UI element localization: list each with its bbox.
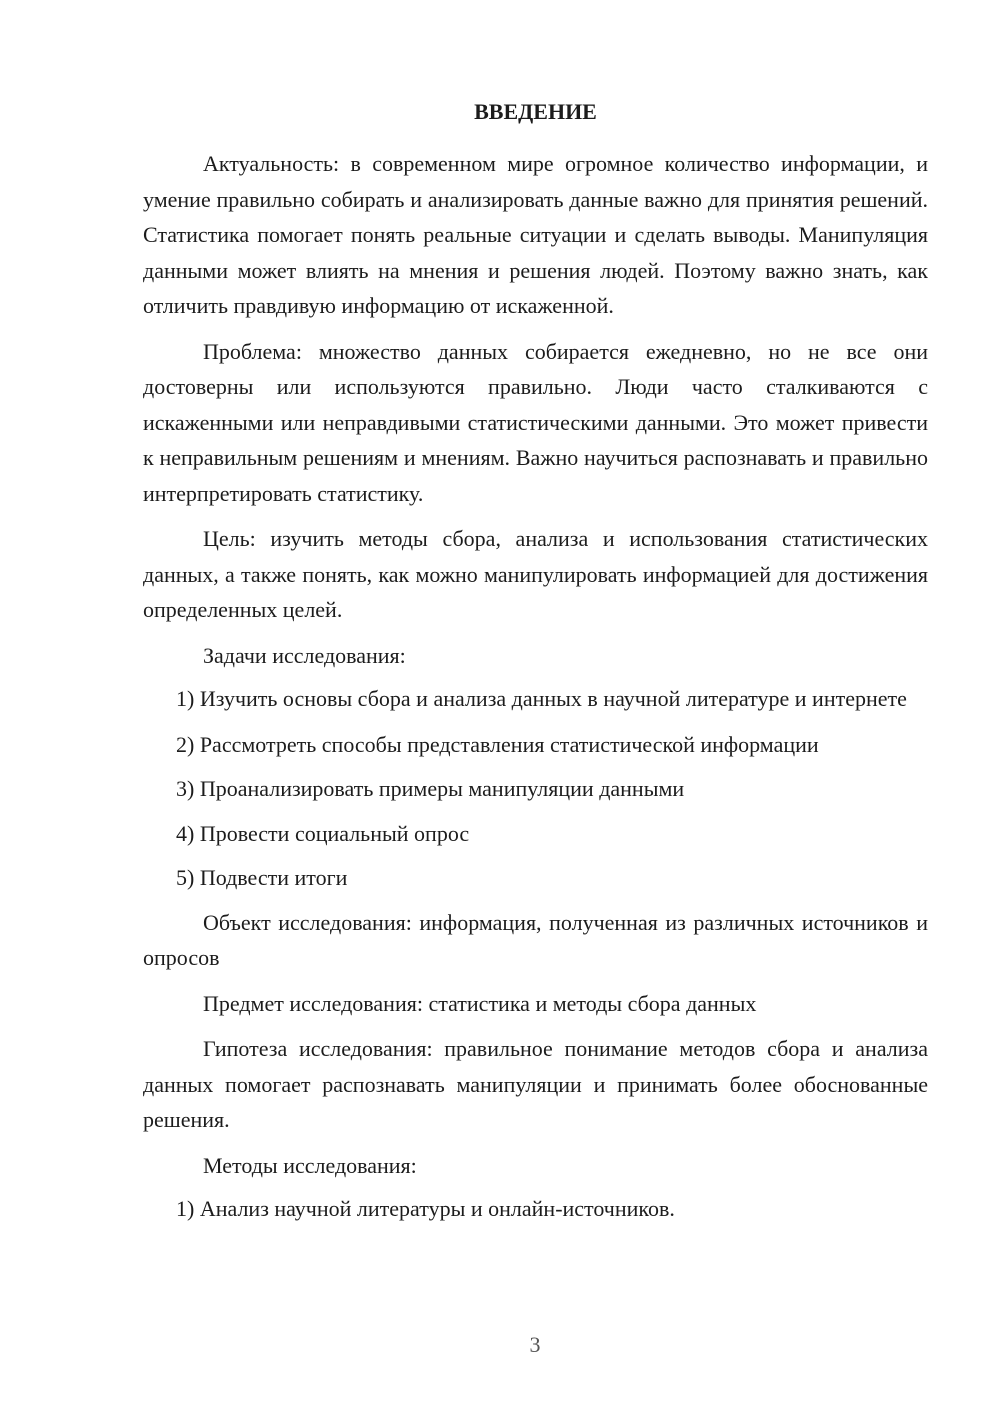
paragraph-subject: Предмет исследования: статистика и методы сбора данных (203, 990, 757, 1016)
methods-heading: Методы исследования: (203, 1152, 417, 1178)
task-item-1: 1) Изучить основы сбора и анализа данных в научной литературе и интернете (176, 686, 907, 711)
paragraph-object: Объект исследования: информация, полученная из различных источников и опросов (143, 909, 928, 970)
page-title: ВВЕДЕНИЕ (474, 99, 597, 124)
task-item-5: 5) Подвести итоги (176, 865, 348, 890)
paragraph-problem: Проблема: множество данных собирается ежедневно, но не все они достоверны или используются правильно. Люди часто сталкиваются с искаженными или неправдивыми статистическими данными. Это может привести к неправильным решениям и мнениям. Важно научиться распознавать и правильно интерпретировать статистику. (143, 338, 928, 506)
task-item-4: 4) Провести социальный опрос (176, 820, 470, 846)
paragraph-goal: Цель: изучить методы сбора, анализа и использования статистических данных, а также понять, как можно манипулировать информацией для достижения определенных целей. (143, 526, 928, 622)
paragraph-hypothesis: Гипотеза исследования: правильное понимание методов сбора и анализа данных помогает распознавать манипуляции и принимать более обоснованные решения. (143, 1036, 928, 1132)
task-item-2: 2) Рассмотреть способы представления статистической информации (176, 731, 819, 757)
page-number: 3 (529, 1332, 541, 1357)
paragraph-relevance: Актуальность: в современном мире огромное количество информации, и умение правильно собирать и анализировать данные важно для принятия решений. Статистика помогает понять реальные ситуации и сделать выводы. Манипуляция данными может влиять на мнения и решения людей. Поэтому важно знать, как отличить правдивую информацию от искаженной. (143, 151, 928, 318)
method-item-1: 1) Анализ научной литературы и онлайн-источников. (176, 1196, 675, 1221)
document-page (143, 94, 928, 1237)
task-item-3: 3) Проанализировать примеры манипуляции данными (176, 776, 685, 801)
tasks-heading: Задачи исследования: (203, 642, 406, 668)
